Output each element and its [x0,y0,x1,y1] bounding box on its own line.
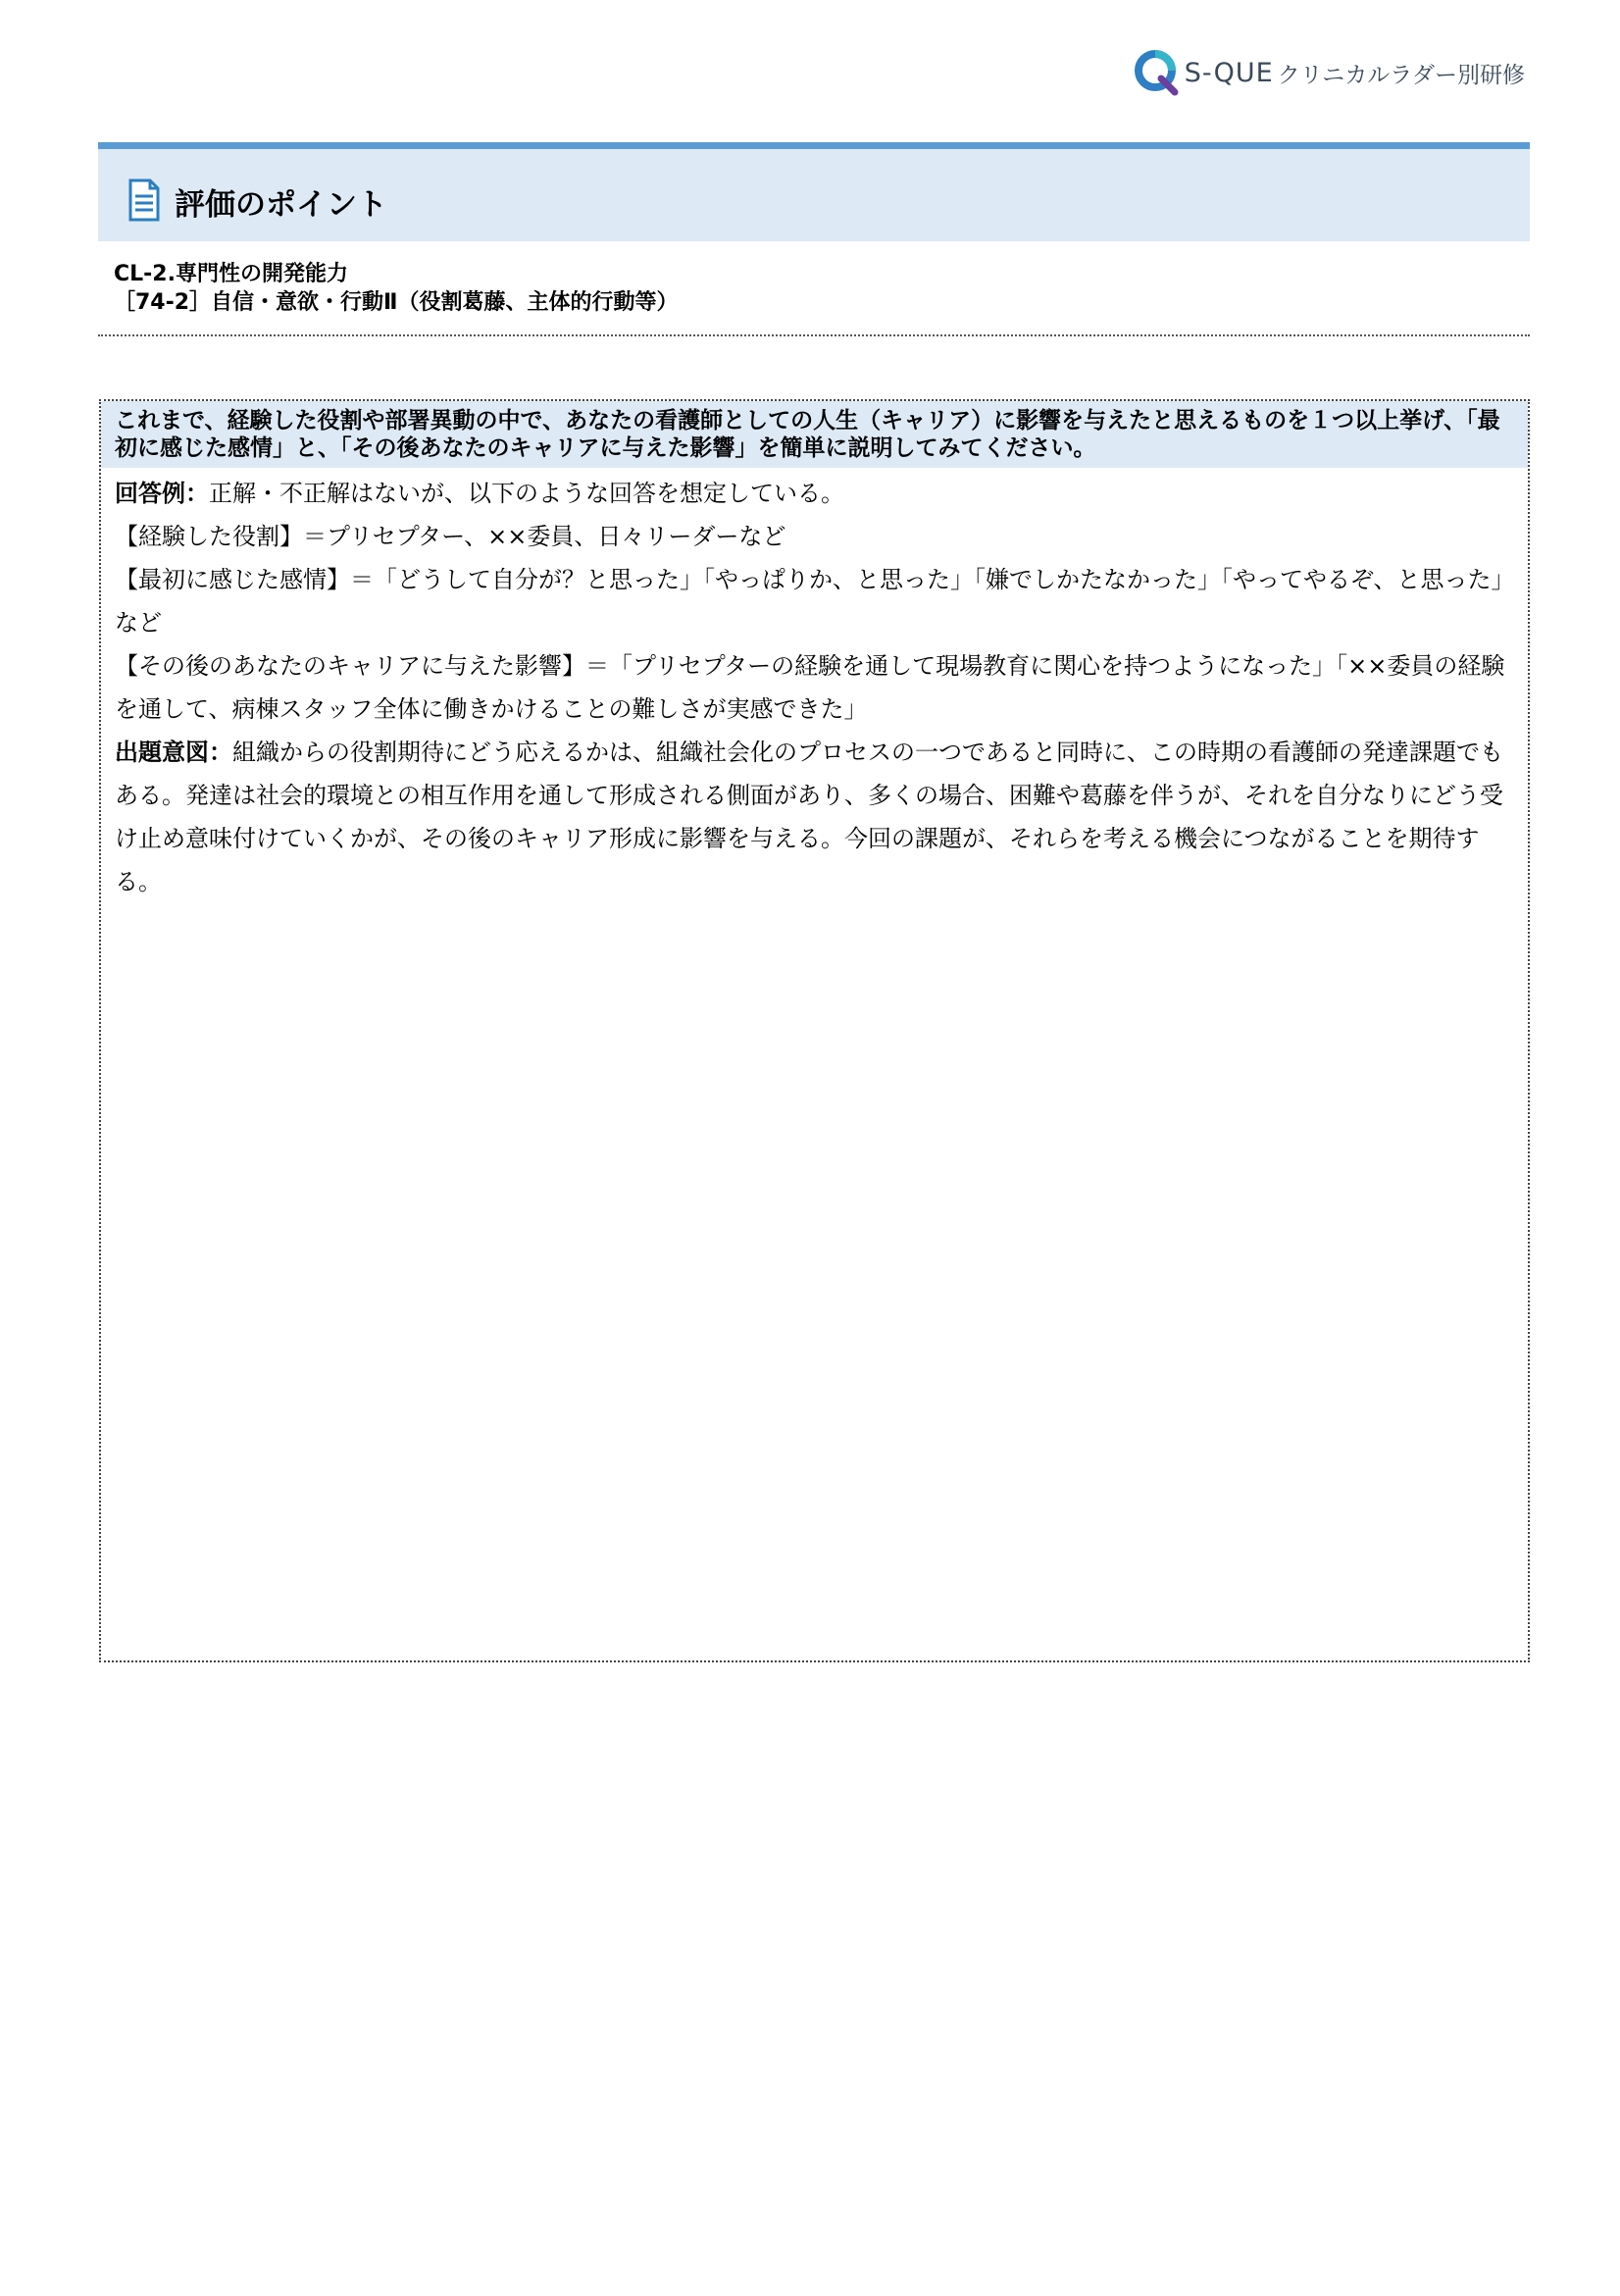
question-text: これまで、経験した役割や部署異動の中で、あなたの看護師としての人生（キャリア）に影響を与えたと思えるものを１つ以上挙げ、「最初に感じた感情」と、「その後あなたのキャリアに与えた影響」を簡単に説明してみてください。 [101,401,1528,468]
document-icon [127,179,161,222]
category-label: CL-2.専門性の開発能力 [114,262,348,286]
answer-impact: 【その後のあなたのキャリアに与えた影響】＝「プリセプターの経験を通して現場教育に関心を持つようになった」「××委員の経験を通して、病棟スタッフ全体に働きかけることの難しさが実感できた」 [115,652,1505,723]
section-title: 評価のポイント [175,187,387,223]
intent-label: 出題意図： [115,739,232,766]
answer-example-text: 正解・不正解はないが、以下のような回答を想定している。 [209,480,844,507]
topic-label: ［74-2］自信・意欲・行動Ⅱ（役割葛藤、主体的行動等） [114,290,679,315]
topic-meta [114,260,679,317]
answer-example-label: 回答例： [115,480,209,507]
answer-example [115,472,1514,515]
answer-section [101,468,1528,903]
answer-roles: 【経験した役割】＝プリセプター、××委員、日々リーダーなど [115,523,786,550]
brand-logo [1134,49,1525,96]
dotted-divider [98,334,1530,336]
question-intent [115,731,1514,903]
s-que-logo-icon [1134,49,1181,96]
logo-brand-text: S-QUE [1184,57,1274,88]
answer-feelings: 【最初に感じた感情】＝「どうして自分が？と思った」「やっぱりか、と思った」「嫌でしかたなかった」「やってやるぞ、と思った」など [115,566,1503,637]
section-header [98,142,1530,241]
evaluation-box [99,399,1530,1662]
intent-text: 組織からの役割期待にどう応えるかは、組織社会化のプロセスの一つであると同時に、この時期の看護師の発達課題でもある。発達は社会的環境との相互作用を通して形成される側面があり、多くの場合、困難や葛藤を伴うが、それを自分なりにどう受け止め意味付けていくかが、その後のキャリア形成に影響を与える。今回の課題が、それらを考える機会につながることを期待する。 [115,739,1503,895]
logo-subtitle: クリニカルラダー別研修 [1277,62,1525,88]
